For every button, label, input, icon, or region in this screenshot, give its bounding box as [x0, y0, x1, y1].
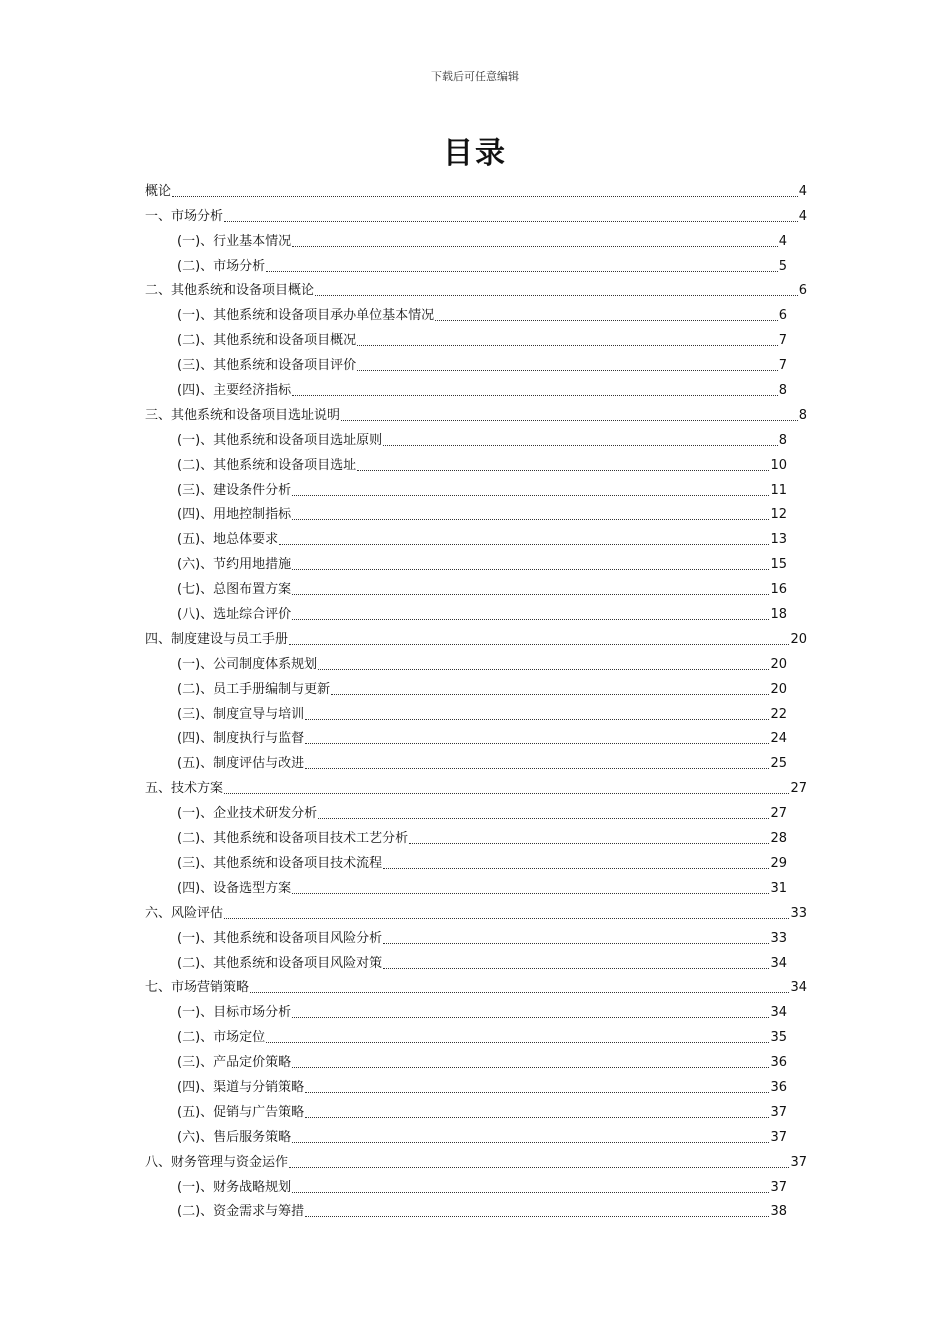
toc-page-number: 18: [770, 607, 787, 623]
toc-subentry[interactable]: [145, 499, 807, 524]
toc-subentry[interactable]: [145, 922, 807, 947]
toc-entry[interactable]: [145, 897, 807, 922]
toc-entry-label: 一、市场分析: [145, 208, 224, 224]
toc-dot-leader: [305, 742, 769, 744]
toc-page-number: 38: [770, 1204, 787, 1220]
toc-entry-label: (六)、节约用地措施: [177, 557, 292, 573]
toc-entry-label: 三、其他系统和设备项目选址说明: [145, 407, 341, 423]
toc-page-number: 24: [770, 731, 787, 747]
toc-entry-label: (三)、产品定价策略: [177, 1055, 292, 1071]
toc-entry[interactable]: [145, 399, 807, 424]
toc-dot-leader: [318, 817, 769, 819]
toc-dot-leader: [435, 319, 778, 321]
toc-page-number: 31: [770, 880, 787, 896]
toc-subentry[interactable]: [145, 250, 807, 275]
toc-dot-leader: [383, 967, 769, 969]
toc-entry-label: (一)、财务战略规划: [177, 1179, 292, 1195]
toc-page-number: 8: [778, 432, 787, 448]
toc-page-number: 37: [770, 1104, 787, 1120]
toc-entry-label: (二)、其他系统和设备项目选址: [177, 457, 357, 473]
toc-dot-leader: [357, 469, 769, 471]
toc-page-number: 20: [770, 681, 787, 697]
toc-page-number: 34: [770, 955, 787, 971]
toc-page-number: 37: [770, 1129, 787, 1145]
toc-page-number: 25: [770, 756, 787, 772]
toc-page-number: 6: [778, 308, 787, 324]
toc-entry-label: 四、制度建设与员工手册: [145, 631, 289, 647]
toc-entry-label: (一)、企业技术研发分析: [177, 806, 318, 822]
toc-entry-label: (二)、其他系统和设备项目风险对策: [177, 955, 383, 971]
toc-dot-leader: [331, 693, 769, 695]
toc-subentry[interactable]: [145, 225, 807, 250]
toc-entry-label: (三)、制度宣导与培训: [177, 706, 305, 722]
toc-dot-leader: [305, 767, 769, 769]
toc-entry-label: (八)、选址综合评价: [177, 607, 292, 623]
toc-page-number: 16: [770, 582, 787, 598]
toc-entry-label: 八、财务管理与资金运作: [145, 1154, 289, 1170]
toc-page-number: 35: [770, 1030, 787, 1046]
toc-page-number: 13: [770, 532, 787, 548]
toc-entry-label: (四)、制度执行与监督: [177, 731, 305, 747]
toc-subentry[interactable]: [145, 523, 807, 548]
toc-page-number: 28: [770, 831, 787, 847]
toc-entry[interactable]: [145, 175, 807, 200]
toc-dot-leader: [292, 518, 769, 520]
toc-page-number: 6: [798, 283, 807, 299]
table-of-contents: [145, 175, 807, 1220]
toc-dot-leader: [357, 344, 778, 346]
toc-subentry[interactable]: [145, 747, 807, 772]
toc-dot-leader: [383, 444, 778, 446]
page-title: 目录: [443, 136, 507, 171]
toc-entry-label: (四)、主要经济指标: [177, 383, 292, 399]
toc-entry-label: (三)、其他系统和设备项目评价: [177, 358, 357, 374]
toc-entry-label: (五)、地总体要求: [177, 532, 279, 548]
toc-page-number: 27: [790, 781, 807, 797]
toc-page-number: 36: [770, 1079, 787, 1095]
toc-subentry[interactable]: [145, 474, 807, 499]
toc-entry-label: (四)、用地控制指标: [177, 507, 292, 523]
toc-entry-label: (一)、其他系统和设备项目承办单位基本情况: [177, 308, 435, 324]
toc-subentry[interactable]: [145, 1071, 807, 1096]
toc-subentry[interactable]: [145, 673, 807, 698]
toc-subentry[interactable]: [145, 1196, 807, 1221]
toc-page-number: 7: [778, 333, 787, 349]
toc-dot-leader: [292, 245, 778, 247]
toc-dot-leader: [318, 668, 769, 670]
toc-dot-leader: [292, 1066, 769, 1068]
toc-entry-label: 五、技术方案: [145, 781, 224, 797]
toc-subentry[interactable]: [145, 947, 807, 972]
toc-page-number: 29: [770, 855, 787, 871]
toc-dot-leader: [292, 1141, 769, 1143]
toc-page-number: 4: [798, 183, 807, 199]
toc-dot-leader: [292, 593, 769, 595]
toc-page-number: 37: [790, 1154, 807, 1170]
toc-subentry[interactable]: [145, 424, 807, 449]
toc-subentry[interactable]: [145, 723, 807, 748]
toc-subentry[interactable]: [145, 996, 807, 1021]
toc-dot-leader: [383, 867, 769, 869]
toc-subentry[interactable]: [145, 449, 807, 474]
toc-dot-leader: [341, 419, 798, 421]
toc-entry-label: (二)、市场定位: [177, 1030, 266, 1046]
toc-entry-label: (四)、设备选型方案: [177, 880, 292, 896]
toc-dot-leader: [279, 543, 769, 545]
toc-entry-label: 六、风险评估: [145, 905, 224, 921]
toc-entry-label: (一)、公司制度体系规划: [177, 656, 318, 672]
toc-page-number: 8: [798, 407, 807, 423]
toc-entry[interactable]: [145, 972, 807, 997]
toc-page-number: 37: [770, 1179, 787, 1195]
toc-dot-leader: [383, 942, 769, 944]
toc-dot-leader: [224, 917, 789, 919]
toc-page-number: 34: [790, 980, 807, 996]
toc-entry[interactable]: [145, 623, 807, 648]
toc-dot-leader: [266, 270, 778, 272]
toc-dot-leader: [266, 1041, 769, 1043]
toc-dot-leader: [292, 394, 778, 396]
toc-dot-leader: [224, 792, 789, 794]
toc-page-number: 4: [778, 233, 787, 249]
toc-entry-label: (一)、其他系统和设备项目选址原则: [177, 432, 383, 448]
toc-dot-leader: [305, 1215, 769, 1217]
toc-subentry[interactable]: [145, 374, 807, 399]
toc-page-number: 4: [798, 208, 807, 224]
toc-dot-leader: [250, 991, 789, 993]
toc-dot-leader: [409, 842, 769, 844]
toc-subentry[interactable]: [145, 1096, 807, 1121]
toc-page-number: 33: [790, 905, 807, 921]
toc-dot-leader: [357, 369, 778, 371]
toc-dot-leader: [305, 718, 769, 720]
toc-page-number: 11: [770, 482, 787, 498]
toc-entry-label: (一)、其他系统和设备项目风险分析: [177, 930, 383, 946]
toc-entry-label: (五)、促销与广告策略: [177, 1104, 305, 1120]
toc-entry-label: 二、其他系统和设备项目概论: [145, 283, 315, 299]
toc-dot-leader: [292, 568, 769, 570]
toc-entry[interactable]: [145, 275, 807, 300]
toc-subentry[interactable]: [145, 1021, 807, 1046]
toc-dot-leader: [305, 1116, 769, 1118]
toc-subentry[interactable]: [145, 872, 807, 897]
toc-entry-label: (六)、售后服务策略: [177, 1129, 292, 1145]
toc-page-number: 15: [770, 557, 787, 573]
toc-subentry[interactable]: [145, 1121, 807, 1146]
toc-page-number: 22: [770, 706, 787, 722]
toc-entry-label: (三)、建设条件分析: [177, 482, 292, 498]
toc-dot-leader: [292, 1016, 769, 1018]
toc-entry-label: (二)、资金需求与筹措: [177, 1204, 305, 1220]
toc-entry-label: (二)、员工手册编制与更新: [177, 681, 331, 697]
toc-dot-leader: [292, 494, 769, 496]
toc-dot-leader: [289, 643, 789, 645]
toc-dot-leader: [315, 294, 798, 296]
toc-page-number: 27: [770, 806, 787, 822]
toc-subentry[interactable]: [145, 1046, 807, 1071]
toc-entry-label: (五)、制度评估与改进: [177, 756, 305, 772]
toc-entry-label: (七)、总图布置方案: [177, 582, 292, 598]
toc-dot-leader: [305, 1091, 769, 1093]
toc-subentry[interactable]: [145, 299, 807, 324]
toc-entry[interactable]: [145, 1146, 807, 1171]
toc-entry-label: (三)、其他系统和设备项目技术流程: [177, 855, 383, 871]
toc-subentry[interactable]: [145, 698, 807, 723]
toc-entry[interactable]: [145, 772, 807, 797]
toc-page-number: 34: [770, 1005, 787, 1021]
page-header: 下载后可任意编辑: [431, 70, 519, 83]
toc-entry[interactable]: [145, 200, 807, 225]
toc-subentry[interactable]: [145, 598, 807, 623]
toc-entry-label: 概论: [145, 183, 172, 199]
toc-subentry[interactable]: [145, 349, 807, 374]
toc-entry-label: (一)、行业基本情况: [177, 233, 292, 249]
toc-entry-label: 七、市场营销策略: [145, 980, 250, 996]
toc-dot-leader: [172, 195, 798, 197]
toc-subentry[interactable]: [145, 648, 807, 673]
toc-entry-label: (二)、其他系统和设备项目技术工艺分析: [177, 831, 409, 847]
toc-entry-label: (二)、其他系统和设备项目概况: [177, 333, 357, 349]
toc-dot-leader: [224, 220, 798, 222]
toc-page-number: 20: [770, 656, 787, 672]
toc-page-number: 5: [778, 258, 787, 274]
toc-subentry[interactable]: [145, 797, 807, 822]
toc-page-number: 36: [770, 1055, 787, 1071]
toc-dot-leader: [289, 1166, 789, 1168]
toc-dot-leader: [292, 892, 769, 894]
toc-page-number: 7: [778, 358, 787, 374]
toc-dot-leader: [292, 618, 769, 620]
toc-subentry[interactable]: [145, 1171, 807, 1196]
toc-subentry[interactable]: [145, 548, 807, 573]
toc-page-number: 12: [770, 507, 787, 523]
toc-subentry[interactable]: [145, 573, 807, 598]
toc-entry-label: (二)、市场分析: [177, 258, 266, 274]
toc-subentry[interactable]: [145, 822, 807, 847]
toc-subentry[interactable]: [145, 847, 807, 872]
toc-entry-label: (四)、渠道与分销策略: [177, 1079, 305, 1095]
toc-dot-leader: [292, 1191, 769, 1193]
toc-page-number: 10: [770, 457, 787, 473]
toc-page-number: 20: [790, 631, 807, 647]
toc-page-number: 8: [778, 383, 787, 399]
toc-subentry[interactable]: [145, 324, 807, 349]
toc-entry-label: (一)、目标市场分析: [177, 1005, 292, 1021]
toc-page-number: 33: [770, 930, 787, 946]
